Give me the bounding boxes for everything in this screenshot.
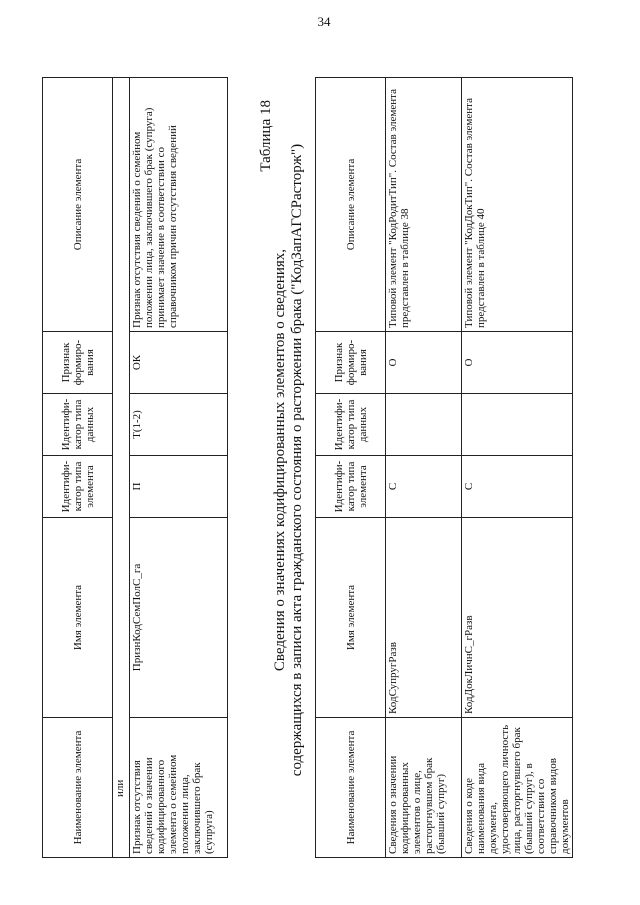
header-element-name: Имя элемента [316, 518, 386, 718]
cell-description: Признак отсутствия сведений о семейном положении лица, заключившего брак (супруга) принимает значение в соответствии со справочником причин отсутствия сведений [130, 78, 228, 332]
cell-description: Типовой элемент "КодРодитТип". Состав элемента представлен в таблице 38 [386, 78, 462, 332]
cell-type-id: С [386, 456, 462, 518]
cell-formation-sign: О [386, 332, 462, 394]
header-description: Описание элемента [43, 78, 113, 332]
cell-name: Признак отсутствия сведений о значении кодифицированного элемента о семейном положении лица, заключившего брак (супруга) [130, 718, 228, 858]
table-row [130, 78, 228, 858]
cell-element-name: КодСупругРазв [386, 518, 462, 718]
ili-row [113, 78, 130, 858]
table-header-row [316, 78, 386, 858]
cell-data-type-id [462, 394, 573, 456]
caption-line-1: Сведения о значениях кодифицированных элементов о сведениях, [272, 248, 288, 672]
cell-formation-sign: О [462, 332, 573, 394]
cell-data-type-id [386, 394, 462, 456]
header-formation-sign: Признак формиро-вания [43, 332, 113, 394]
table-previous-continued [42, 77, 228, 858]
cell-type-id: П [130, 456, 228, 518]
cell-data-type-id: T(1-2) [130, 394, 228, 456]
header-type-id: Идентифи-катор типа элемента [43, 456, 113, 518]
table-header-row [43, 78, 113, 858]
table-row [386, 78, 462, 858]
header-type-id: Идентифи-катор типа элемента [316, 456, 386, 518]
header-name: Наименование элемента [43, 718, 113, 858]
header-data-type-id: Идентифи-катор типа данных [316, 394, 386, 456]
header-name: Наименование элемента [316, 718, 386, 858]
table-caption [272, 100, 306, 820]
table-row [462, 78, 573, 858]
cell-description: Типовой элемент "КодДокТип". Состав элемента представлен в таблице 40 [462, 78, 573, 332]
landscape-page-content [0, 20, 640, 880]
caption-line-2: содержащихся в записи акта гражданского состояния о расторжении брака ("КодЗапАГСРасторж") [289, 143, 305, 777]
header-data-type-id: Идентифи-катор типа данных [43, 394, 113, 456]
ili-label: или [113, 78, 130, 858]
cell-element-name: КодДокЛичнС_гРазв [462, 518, 573, 718]
cell-name: Сведения о коде наименования вида документа, удостоверяющего личность лица, расторгнувшего брак (бывший супруг), в соответствии со справочником видов документов [462, 718, 573, 858]
header-formation-sign: Признак формиро-вания [316, 332, 386, 394]
cell-formation-sign: ОК [130, 332, 228, 394]
cell-type-id: С [462, 456, 573, 518]
table-number: Таблица 18 [258, 100, 274, 172]
table-18 [315, 77, 573, 858]
cell-element-name: ПризнКодСемПолС_га [130, 518, 228, 718]
cell-name: Сведения о значении кодифицированных элементов о лице, расторгнувшем брак (бывший супруг) [386, 718, 462, 858]
page-number: 34 [317, 14, 331, 29]
header-description: Описание элемента [316, 78, 386, 332]
header-element-name: Имя элемента [43, 518, 113, 718]
